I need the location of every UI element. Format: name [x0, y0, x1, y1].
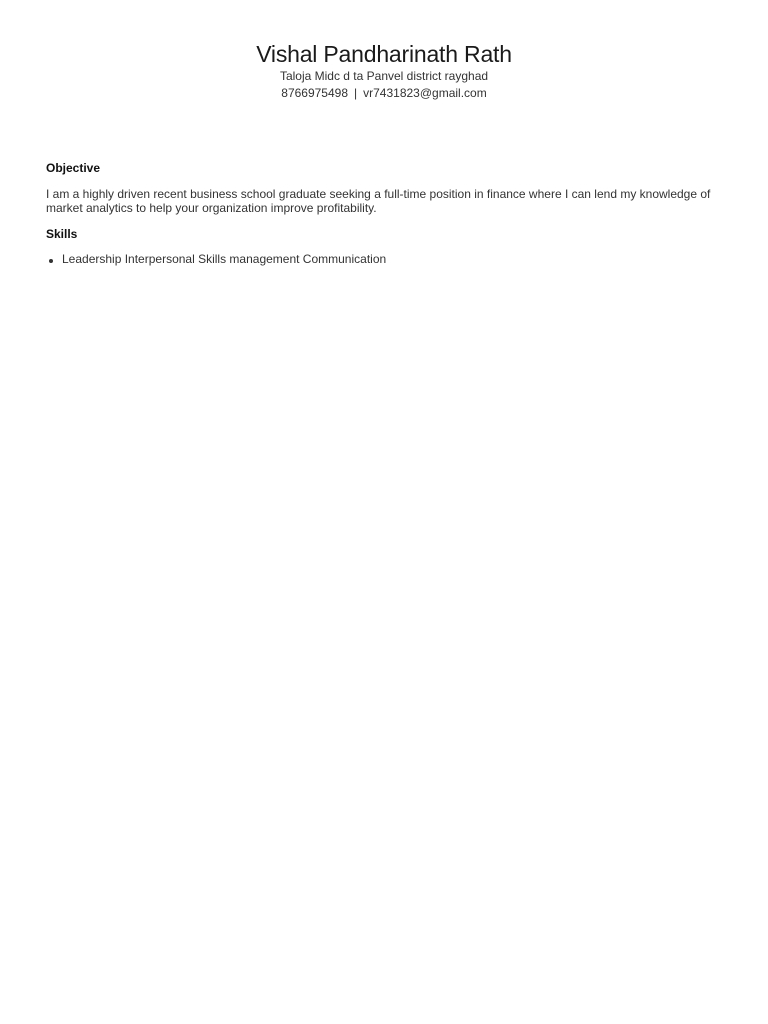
candidate-address: Taloja Midc d ta Panvel district rayghad	[279, 69, 489, 83]
email-address: vr7431823@gmail.com	[363, 86, 487, 100]
contact-separator: |	[354, 86, 358, 100]
skills-section	[46, 226, 722, 266]
skills-item-text: Leadership Interpersonal Skills management Communication	[62, 252, 387, 266]
candidate-name: Vishal Pandharinath Rath	[256, 41, 512, 67]
objective-title: Objective	[46, 161, 101, 175]
resume-header	[46, 0, 722, 102]
objective-section	[46, 160, 722, 215]
skills-title: Skills	[46, 227, 78, 241]
list-item	[46, 252, 722, 266]
skills-list	[46, 252, 722, 266]
phone-number: 8766975498	[281, 86, 349, 100]
bullet-icon	[49, 259, 53, 263]
objective-text: I am a highly driven recent business school graduate seeking a full-time position in finance where I can lend my knowledge of market analytics to help your organization improve profitability.	[46, 187, 711, 215]
contact-line	[46, 85, 722, 102]
